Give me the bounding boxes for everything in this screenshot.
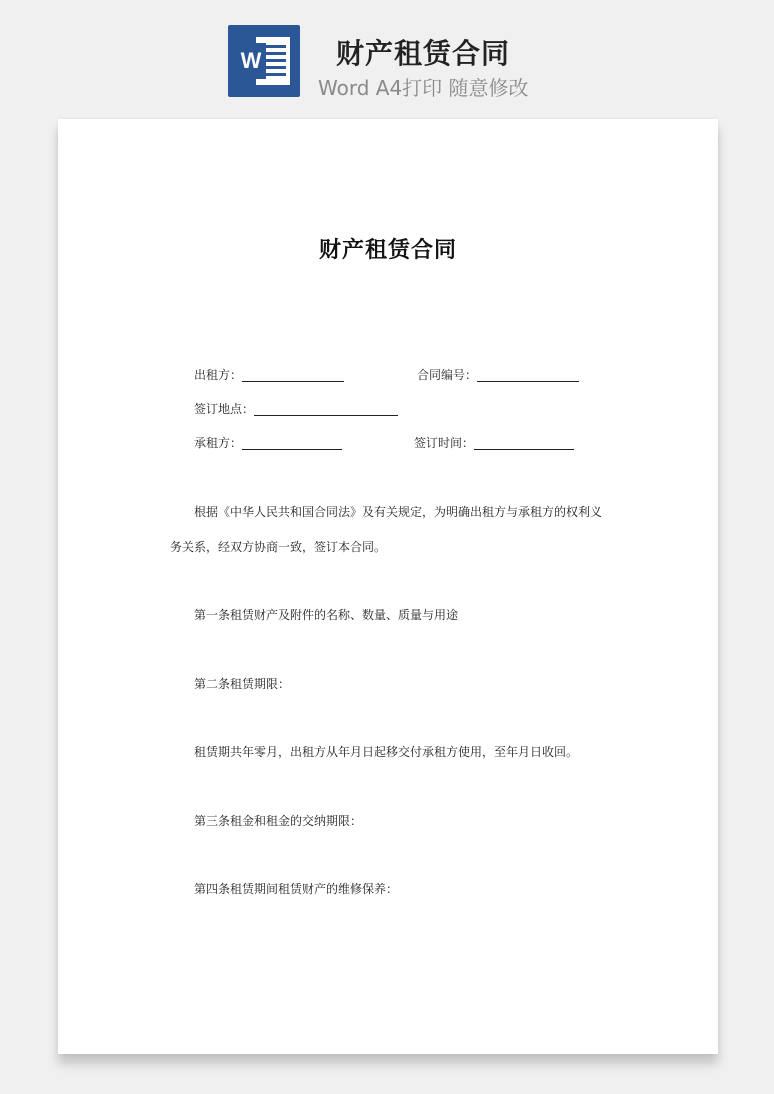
sign-place-blank[interactable]: [254, 415, 398, 416]
contract-no-label: 合同编号：: [417, 368, 478, 382]
sign-place-label: 签订地点：: [194, 402, 255, 416]
banner-title: 财产租赁合同: [335, 37, 510, 70]
word-icon: [228, 25, 300, 97]
intro-paragraph-line1: 根据《中华人民共和国合同法》及有关规定，为明确出租方与承租方的权利义: [194, 505, 603, 519]
article-4-heading: 第四条租赁期间租赁财产的维修保养：: [194, 882, 399, 896]
word-icon-letter: W: [236, 43, 266, 79]
lessor-label: 出租方：: [194, 368, 243, 382]
intro-paragraph-line2: 务关系，经双方协商一致，签订本合同。: [170, 540, 387, 554]
sign-time-label: 签订时间：: [414, 436, 475, 450]
header-banner: [0, 0, 774, 118]
article-3-heading: 第三条租金和租金的交纳期限：: [194, 814, 363, 828]
document-page: [58, 119, 718, 1054]
lessor-blank[interactable]: [242, 381, 344, 382]
article-2-body: 租赁期共年零月，出租方从年月日起移交付承租方使用，至年月日收回。: [194, 745, 579, 759]
lessee-blank[interactable]: [242, 449, 342, 450]
lessee-label: 承租方：: [194, 436, 243, 450]
banner-subtitle: Word A4打印 随意修改: [318, 76, 529, 100]
sign-time-blank[interactable]: [474, 449, 574, 450]
watermark-decoration: [87, 463, 109, 490]
article-2-heading: 第二条租赁期限：: [194, 677, 291, 691]
document-title: 财产租赁合同: [318, 238, 457, 263]
article-1-heading: 第一条租赁财产及附件的名称、数量、质量与用途: [194, 608, 459, 622]
contract-no-blank[interactable]: [477, 381, 579, 382]
